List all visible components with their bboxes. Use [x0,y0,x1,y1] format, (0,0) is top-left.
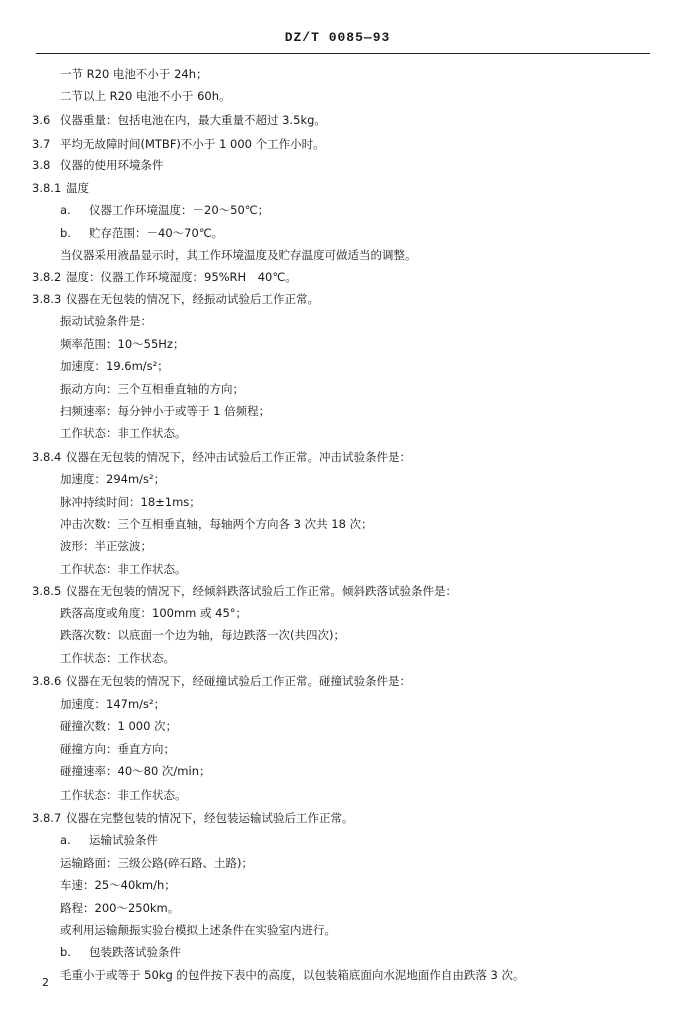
line-text: 仪器工作环境温度：－20～50℃； [89,203,270,217]
line-text: 波形：半正弦波； [60,539,152,553]
line-text: 工作状态：工作状态。 [60,651,175,665]
clause-number: 3.8.5 [32,584,62,598]
line-text: 运输路面：三级公路(碎石路、土路)； [60,856,253,870]
line-text: 冲击次数：三个互相垂直轴，每轴两个方向各 3 次共 18 次； [60,517,373,531]
line-text: 仪器在无包装的情况下，经振动试验后工作正常。 [66,292,319,306]
clause-number: 3.8.3 [32,292,62,306]
line-text: 二节以上 R20 电池不小于 60h。 [60,89,231,103]
line-text: 工作状态：非工作状态。 [60,562,187,576]
line-text: 碰撞次数：1 000 次； [60,719,178,733]
line-text: 一节 R20 电池不小于 24h； [60,67,208,81]
line-text: 毛重小于或等于 50kg 的包件按下表中的高度，以包装箱底面向水泥地面作自由跌落 3 次。 [60,968,525,982]
line-text: 频率范围：10～55Hz； [60,337,185,351]
line-text: 或利用运输颠振实验台模拟上述条件在实验室内进行。 [60,923,336,937]
line-text: 工作状态：非工作状态。 [60,426,187,440]
item-marker: a. [60,203,71,217]
line-text: 仪器在无包装的情况下，经冲击试验后工作正常。冲击试验条件是： [66,450,411,464]
line-text: 工作状态：非工作状态。 [60,788,187,802]
line-text: 仪器重量：包括电池在内，最大重量不超过 3.5kg。 [60,113,326,127]
line-text: 加速度：294m/s²； [60,472,166,486]
line-text: 运输试验条件 [89,833,158,847]
line-text: 振动方向：三个互相垂直轴的方向； [60,382,244,396]
line-text: 仪器在无包装的情况下，经碰撞试验后工作正常。碰撞试验条件是： [66,674,411,688]
line-text: 湿度：仪器工作环境湿度：95%RH 40℃。 [66,270,297,284]
clause-number: 3.8.1 [32,181,62,195]
line-text: 仪器在无包装的情况下，经倾斜跌落试验后工作正常。倾斜跌落试验条件是： [66,584,457,598]
item-marker: a. [60,833,71,847]
line-text: 扫频速率：每分钟小于或等于 1 倍频程； [60,404,271,418]
clause-number: 3.8 [32,158,51,172]
item-marker: b. [60,226,71,240]
line-text: 贮存范围：－40～70℃。 [89,226,224,240]
item-marker: b. [60,945,71,959]
clause-number: 3.6 [32,113,51,127]
clause-number: 3.8.7 [32,811,62,825]
line-text: 当仪器采用液晶显示时，其工作环境温度及贮存温度可做适当的调整。 [60,248,417,262]
line-text: 脉冲持续时间：18±1ms； [60,495,201,509]
line-text: 温度 [66,181,89,195]
page-number: 2 [42,976,49,989]
clause-number: 3.8.6 [32,674,62,688]
line-text: 振动试验条件是： [60,314,152,328]
clause-number: 3.8.2 [32,270,62,284]
line-text: 碰撞速率：40～80 次/min； [60,764,211,778]
header-divider [36,53,650,54]
line-text: 仪器在完整包装的情况下，经包装运输试验后工作正常。 [66,811,354,825]
line-text: 包装跌落试验条件 [89,945,181,959]
line-text: 碰撞方向：垂直方向； [60,742,175,756]
line-text: 跌落次数：以底面一个边为轴，每边跌落一次(共四次)； [60,628,345,642]
clause-number: 3.8.4 [32,450,62,464]
line-text: 车速：25～40km/h； [60,878,176,892]
line-text: 加速度：147m/s²； [60,697,166,711]
line-text: 加速度：19.6m/s²； [60,359,169,373]
line-text: 路程：200～250km。 [60,901,180,915]
line-text: 平均无故障时间(MTBF)不小于 1 000 个工作小时。 [60,137,325,151]
line-text: 跌落高度或角度：100mm 或 45°； [60,606,248,620]
clause-number: 3.7 [32,137,51,151]
line-text: 仪器的使用环境条件 [60,158,164,172]
document-header: DZ/T 0085—93 [284,30,391,45]
